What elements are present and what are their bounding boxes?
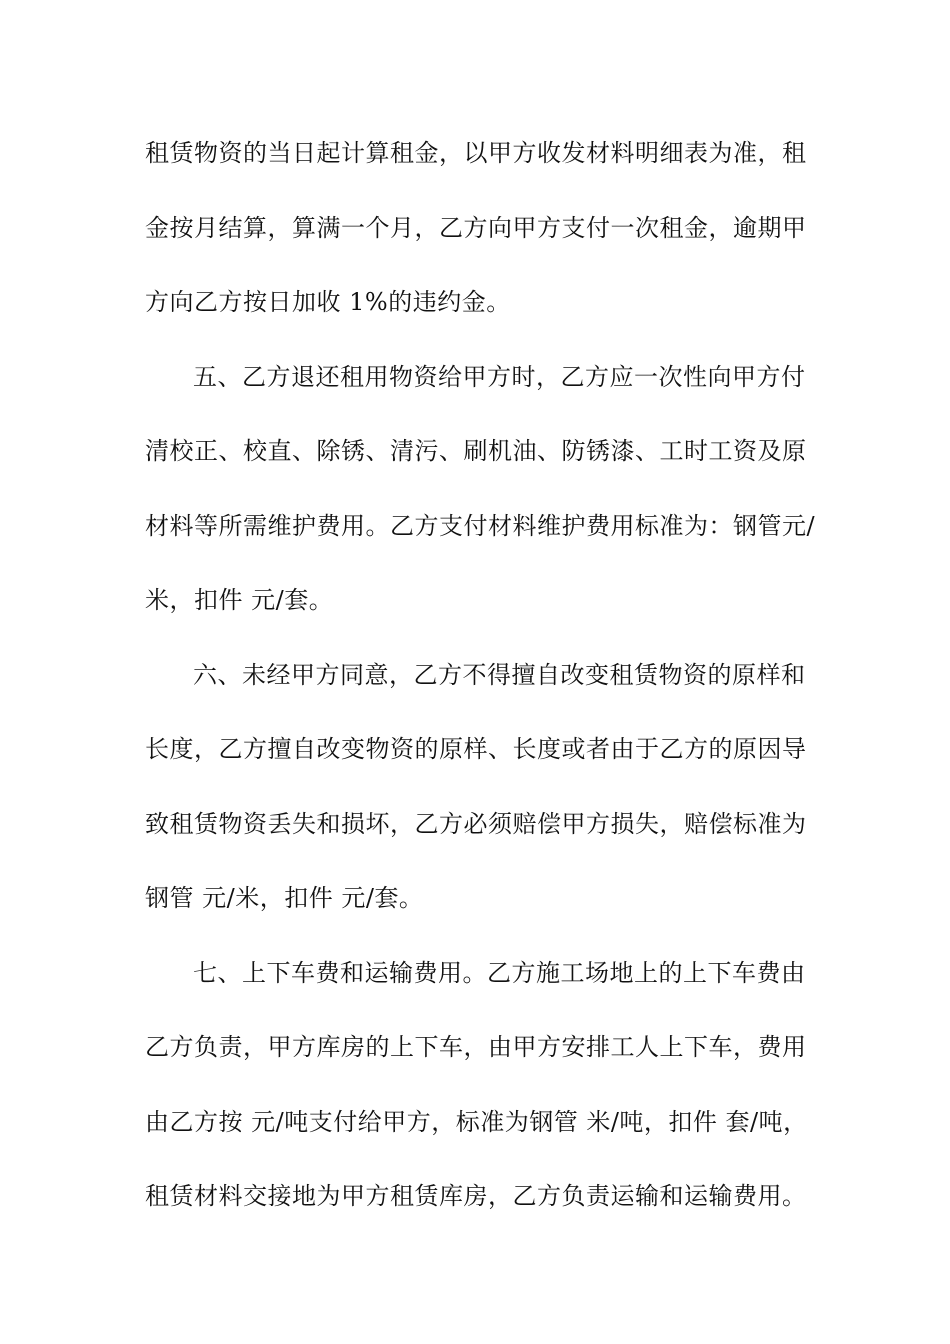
- text-line: 钢管 元/米，扣件 元/套。: [145, 884, 424, 912]
- text-line: 乙方负责，甲方库房的上下车，由甲方安排工人上下车，费用: [145, 1033, 807, 1061]
- clause-7-start: 七、上下车费和运输费用。乙方施工场地上的上下车费由: [193, 958, 806, 987]
- clause-5-start: 五、乙方退还租用物资给甲方时，乙方应一次性向甲方付: [193, 362, 806, 391]
- text-line: 租赁物资的当日起计算租金，以甲方收发材料明细表为准，租: [145, 139, 807, 167]
- text-line: 金按月结算，算满一个月，乙方向甲方支付一次租金，逾期甲: [145, 213, 807, 242]
- text-line: 清校正、校直、除锈、清污、刷机油、防锈漆、工时工资及原: [145, 437, 807, 465]
- clause-6-start: 六、未经甲方同意，乙方不得擅自改变租赁物资的原样和: [193, 660, 806, 689]
- text-line: 长度，乙方擅自改变物资的原样、长度或者由于乙方的原因导: [145, 735, 807, 763]
- text-line: 方向乙方按日加收 1%的违约金。: [145, 288, 511, 316]
- document-body: [145, 128, 816, 1246]
- text-line: 材料等所需维护费用。乙方支付材料维护费用标准为：钢管元/: [145, 511, 816, 540]
- text-line: 米，扣件 元/套。: [145, 586, 334, 614]
- text-line: 租赁材料交接地为甲方租赁库房，乙方负责运输和运输费用。: [145, 1182, 807, 1210]
- text-line: 由乙方按 元/吨支付给甲方，标准为钢管 米/吨，扣件 套/吨，: [145, 1107, 808, 1136]
- text-line: 致租赁物资丢失和损坏，乙方必须赔偿甲方损失，赔偿标准为: [145, 809, 807, 838]
